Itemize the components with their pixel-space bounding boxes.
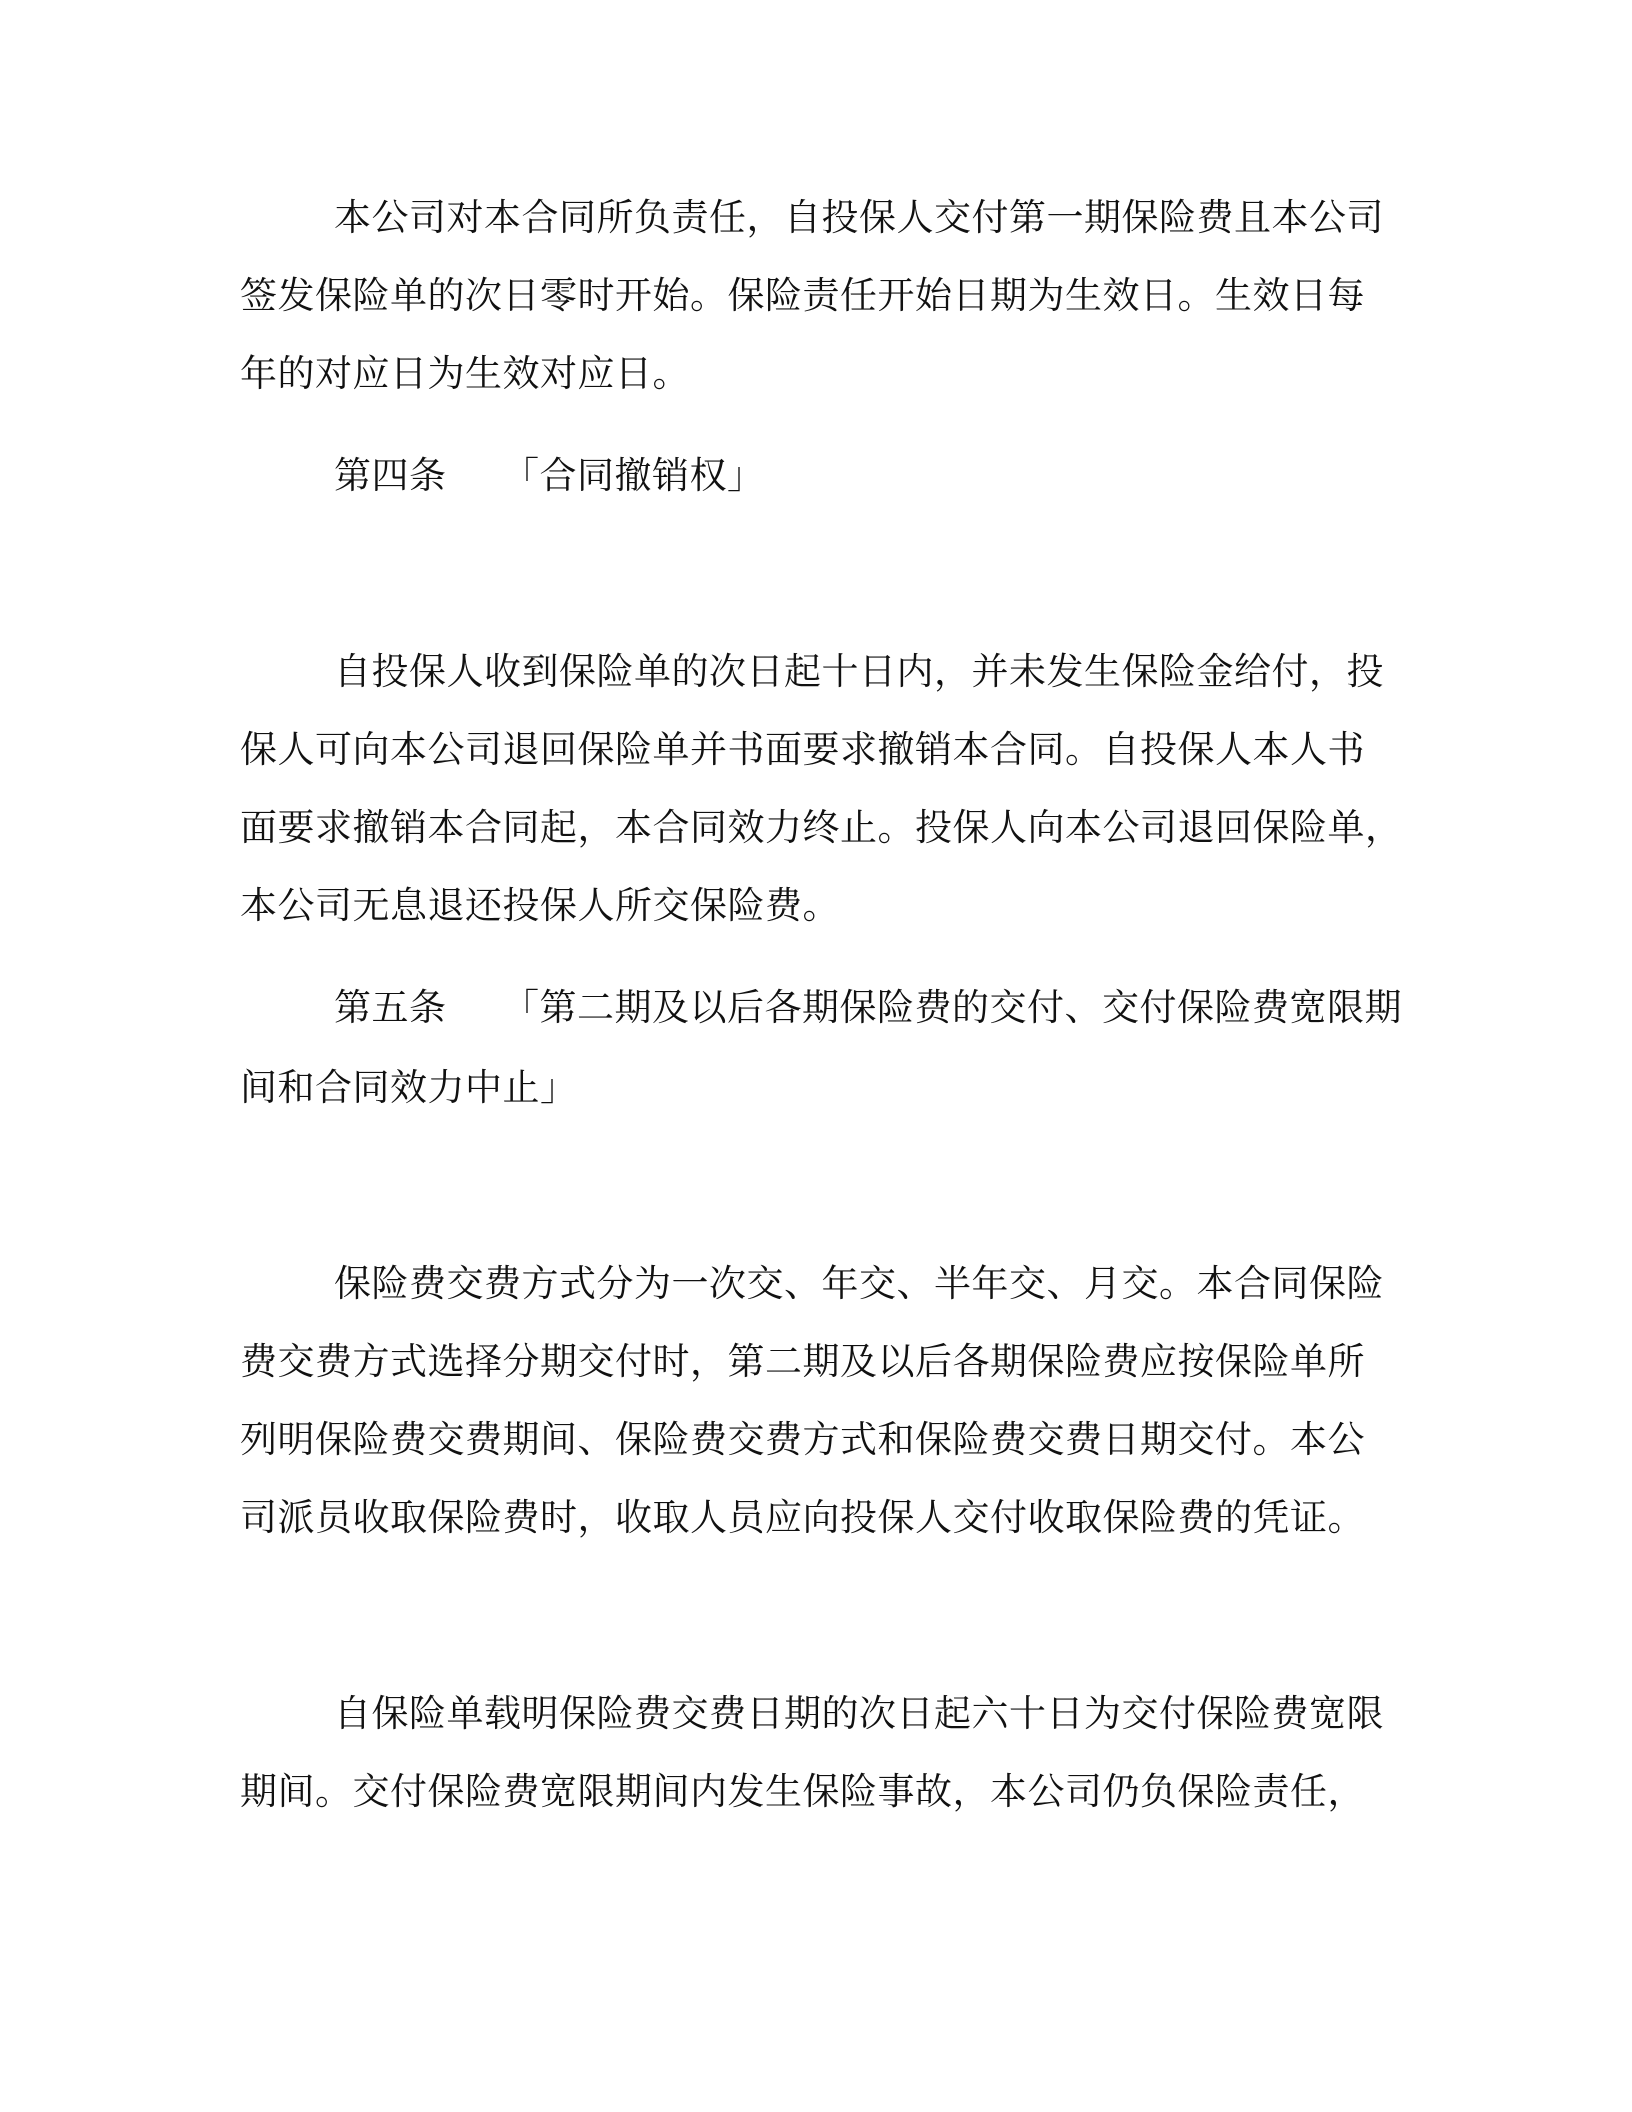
paragraph-line: 自保险单载明保险费交费日期的次日起六十日为交付保险费宽限 — [334, 1692, 1384, 1735]
paragraph-line: 年的对应日为生效对应日。 — [240, 352, 690, 395]
paragraph-line: 保人可向本公司退回保险单并书面要求撤销本合同。自投保人本人书 — [240, 728, 1365, 771]
paragraph-line: 保险费交费方式分为一次交、年交、半年交、月交。本合同保险 — [334, 1262, 1384, 1305]
article-4-heading — [334, 452, 1474, 500]
paragraph-line: 列明保险费交费期间、保险费交费方式和保险费交费日期交付。本公 — [240, 1418, 1365, 1461]
paragraph-line: 期间。交付保险费宽限期间内发生保险事故，本公司仍负保险责任， — [240, 1770, 1365, 1813]
paragraph-line: 费交费方式选择分期交付时，第二期及以后各期保险费应按保险单所 — [240, 1340, 1365, 1383]
paragraph-line: 本公司无息退还投保人所交保险费。 — [240, 884, 840, 927]
article-5-title-line: 间和合同效力中止」 — [240, 1066, 578, 1109]
paragraph-line: 面要求撤销本合同起，本合同效力终止。投保人向本公司退回保险单， — [240, 806, 1403, 849]
paragraph-line: 签发保险单的次日零时开始。保险责任开始日期为生效日。生效日每 — [240, 274, 1365, 317]
paragraph-line: 本公司对本合同所负责任，自投保人交付第一期保险费且本公司 — [334, 196, 1384, 239]
article-4-number: 第四条 — [334, 454, 447, 497]
article-5-number: 第五条 — [334, 986, 447, 1029]
paragraph-line: 司派员收取保险费时，收取人员应向投保人交付收取保险费的凭证。 — [240, 1496, 1365, 1539]
article-5-title: 「第二期及以后各期保险费的交付、交付保险费宽限期 — [502, 986, 1402, 1029]
article-4-title: 「合同撤销权」 — [502, 454, 765, 497]
article-5-title-line — [334, 984, 1474, 1032]
paragraph-line: 自投保人收到保险单的次日起十日内，并未发生保险金给付，投 — [334, 650, 1384, 693]
